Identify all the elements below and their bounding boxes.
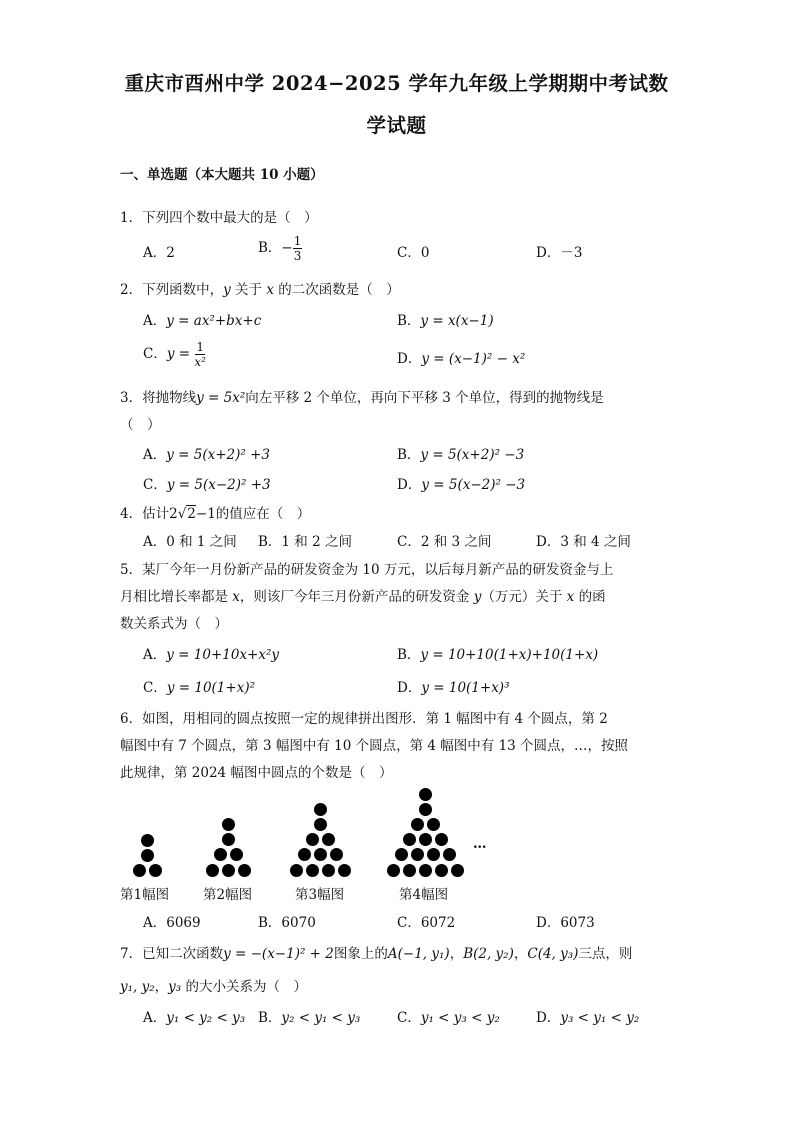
q7-option-c-expr: y₁ < y₃ < y₂ — [420, 1010, 500, 1026]
q3-option-a-expr: y = 5(x+2)² +3 — [166, 447, 271, 463]
q3-option-a-label: A． — [143, 447, 167, 463]
q4-option-a: A．0 和 1 之间 — [143, 534, 237, 550]
q2-option-a-label: A． — [143, 313, 167, 329]
dot — [411, 818, 424, 831]
q5-option-a-label: A． — [143, 647, 167, 663]
q7-point-c: C(4, y₃) — [527, 946, 579, 962]
q5-option-b-expr: y = 10+10(1+x)+10(1+x) — [420, 647, 599, 663]
q2-stem-part2: 关于 — [230, 282, 267, 298]
q5-line2-part1: 月相比增长率都是 — [120, 589, 233, 605]
dot — [427, 818, 440, 831]
q7-option-b-label: B． — [258, 1010, 282, 1026]
q7-option-c-label: C． — [397, 1010, 421, 1026]
q3-stem-part1: 3．将抛物线 — [120, 390, 197, 406]
dot — [403, 833, 416, 846]
q2-option-a — [143, 309, 261, 329]
q6-option-a: A．6069 — [143, 915, 201, 931]
q1-fraction-num: 1 — [293, 234, 302, 248]
q1-option-b-label: B． — [258, 240, 282, 256]
q3-option-d-label: D． — [397, 477, 422, 493]
q5-var-x: x — [232, 589, 240, 605]
figure-caption-3: 第3幅图 — [295, 887, 345, 903]
q6-line3: 此规律，第 2024 幅图中圆点的个数是（ ） — [120, 765, 393, 781]
q2-var-y: y — [223, 282, 231, 298]
figure-ellipsis: … — [473, 836, 487, 852]
q1-option-d: D．－3 — [536, 245, 583, 261]
q6-option-c: C．6072 — [397, 915, 456, 931]
dot — [230, 848, 243, 861]
dot — [222, 833, 235, 846]
q4-option-b: B．1 和 2 之间 — [258, 534, 352, 550]
q1-option-b — [258, 234, 302, 263]
dot — [298, 848, 311, 861]
q4-stem — [120, 502, 310, 522]
q7-vars: y₁, y₂ — [120, 979, 155, 995]
q4-option-d: D．3 和 4 之间 — [536, 534, 631, 550]
dot — [435, 864, 448, 877]
q2-option-d-expr: y = (x−1)² − x² — [421, 351, 526, 367]
dot — [314, 848, 327, 861]
q3-option-d-expr: y = 5(x−2)² −3 — [421, 477, 526, 493]
q2-option-c — [143, 340, 206, 369]
q7-point-a: A(−1, y₁) — [387, 946, 450, 962]
q3-option-c — [143, 473, 271, 493]
q3-option-b-label: B． — [397, 447, 421, 463]
section-heading: 一、单选题（本大题共 10 小题） — [120, 167, 324, 183]
q1-fraction-den: 3 — [293, 249, 302, 263]
dot — [451, 864, 464, 877]
dot — [387, 864, 400, 877]
page-title: 重庆市酉州中学 2024−2025 学年九年级上学期期中考试数 — [124, 72, 669, 95]
q5-option-b — [397, 643, 598, 663]
q6-option-b: B．6070 — [258, 915, 316, 931]
q5-option-b-label: B． — [397, 647, 421, 663]
q5-option-c-label: C． — [143, 680, 167, 696]
q5-option-c-expr: y = 10(1+x)² — [166, 680, 256, 696]
page-title-cont: 学试题 — [366, 114, 427, 137]
q2-option-b-label: B． — [397, 313, 421, 329]
q7-option-a-expr: y₁ < y₂ < y₃ — [166, 1010, 246, 1026]
q3-option-c-expr: y = 5(x−2)² +3 — [166, 477, 271, 493]
dot — [395, 848, 408, 861]
dot — [206, 864, 219, 877]
q6-line1: 6．如图，用相同的圆点按照一定的规律拼出图形．第 1 幅图中有 4 个圆点，第 2 — [120, 711, 608, 727]
dot — [290, 864, 303, 877]
dot — [419, 803, 432, 816]
q7-option-c — [397, 1006, 500, 1026]
dot — [314, 818, 327, 831]
q4-stem-part2: 的值应在（ ） — [215, 506, 311, 522]
q2-option-c-den: x² — [194, 355, 206, 369]
q4-tail: −1 — [195, 506, 216, 522]
q7-option-b-expr: y₂ < y₁ < y₃ — [281, 1010, 361, 1026]
dot — [238, 864, 251, 877]
q2-option-c-lhs: y = — [166, 346, 191, 362]
dot — [306, 833, 319, 846]
q7-line2 — [120, 975, 307, 995]
dot — [427, 848, 440, 861]
q1-stem: 1．下列四个数中最大的是（ ） — [120, 210, 318, 226]
q7-line1-part2: 图象上的 — [333, 946, 388, 962]
q3-option-d — [397, 473, 525, 493]
q3-option-b — [397, 443, 524, 463]
q5-option-a-expr: y = 10+10x+x²y — [166, 647, 280, 663]
q2-option-c-label: C． — [143, 346, 167, 362]
q2-option-c-num: 1 — [196, 340, 204, 354]
q5-option-c — [143, 676, 255, 696]
q2-option-d-label: D． — [397, 351, 422, 367]
q5-line1: 5．某厂今年一月份新产品的研发资金为 10 万元，以后每月新产品的研发资金与上 — [120, 562, 614, 578]
q5-line2-part2: ，则该厂今年三月份新产品的研发资金 — [239, 589, 474, 605]
q1-option-c: C．0 — [397, 245, 430, 261]
dot — [443, 848, 456, 861]
dot — [338, 864, 351, 877]
dot — [222, 864, 235, 877]
dot — [419, 788, 432, 801]
q2-stem-part3: 的二次函数是（ ） — [273, 282, 400, 298]
q5-line2-part3: （万元）关于 — [481, 589, 567, 605]
dot — [141, 849, 154, 862]
q2-option-d — [397, 347, 525, 367]
q2-stem-part1: 2．下列函数中， — [120, 282, 224, 298]
figure-caption-4: 第4幅图 — [399, 887, 449, 903]
dot — [435, 833, 448, 846]
dot — [419, 833, 432, 846]
q6-option-d: D．6073 — [536, 915, 595, 931]
dot — [322, 864, 335, 877]
dot — [141, 834, 154, 847]
figure-caption-2: 第2幅图 — [203, 887, 253, 903]
q3-expr: y = 5x² — [196, 390, 246, 406]
dot — [411, 848, 424, 861]
dot — [330, 848, 343, 861]
q5-var-y: y — [473, 589, 482, 605]
q1-option-a: A．2 — [143, 245, 175, 261]
q5-line3: 数关系式为（ ） — [120, 616, 228, 632]
q3-stem-part2: 向左平移 2 个单位，再向下平移 3 个单位，得到的抛物线是 — [245, 390, 604, 406]
q2-stem — [120, 278, 400, 298]
q2-var-x: x — [266, 282, 274, 298]
q5-var-x2: x — [566, 589, 575, 605]
q5-option-d-label: D． — [397, 680, 422, 696]
q7-line1-part1: 7．已知二次函数 — [120, 946, 224, 962]
q7-line1-part3: 三点，则 — [578, 946, 633, 962]
dot — [214, 848, 227, 861]
q7-line2-part1: ， — [154, 979, 169, 995]
q4-option-c: C．2 和 3 之间 — [397, 534, 492, 550]
q3-option-a — [143, 443, 270, 463]
q7-line1: 7．已知二次函数y = −(x−1)² + 2图象上的A(−1, y₁)，B(2, y₂)，C(4, y₃)三点，则 — [120, 946, 633, 962]
q5-line2 — [120, 585, 606, 605]
figure-caption-1: 第1幅图 — [120, 887, 170, 903]
q5-option-d-expr: y = 10(1+x)³ — [421, 680, 510, 696]
q2-option-c-fraction — [194, 340, 206, 369]
dot — [306, 864, 319, 877]
q1-option-b-sign: − — [281, 240, 293, 256]
q3-option-c-label: C． — [143, 477, 167, 493]
q3-stem-cont: （ ） — [120, 417, 161, 433]
q3-option-b-expr: y = 5(x+2)² −3 — [420, 447, 525, 463]
dot — [403, 864, 416, 877]
q2-option-b-expr: y = x(x−1) — [420, 313, 494, 329]
q5-option-a — [143, 643, 279, 663]
dot — [322, 833, 335, 846]
q7-option-d — [536, 1006, 639, 1026]
q4-coef: 2 — [169, 506, 178, 522]
q7-option-a-label: A． — [143, 1010, 167, 1026]
dot — [149, 864, 162, 877]
q3-stem — [120, 386, 604, 406]
q7-var3: y₃ — [168, 979, 182, 995]
q7-option-a — [143, 1006, 245, 1026]
q4-stem-part1: 4．估计 — [120, 506, 170, 522]
q7-option-d-expr: y₃ < y₁ < y₂ — [560, 1010, 640, 1026]
dot — [419, 864, 432, 877]
q7-option-b — [258, 1006, 360, 1026]
q7-line2-part2: 的大小关系为（ ） — [181, 979, 308, 995]
q5-option-d — [397, 676, 510, 696]
q5-line2-part4: 的函 — [574, 589, 606, 605]
q7-func: y = −(x−1)² + 2 — [223, 946, 334, 962]
q2-option-a-expr: y = ax²+bx+c — [166, 313, 262, 329]
sqrt-sign-icon: √ — [177, 506, 187, 522]
q1-fraction — [293, 234, 303, 263]
q7-option-d-label: D． — [536, 1010, 561, 1026]
dot — [133, 864, 146, 877]
q2-option-b — [397, 309, 494, 329]
q4-radicand: 2 — [187, 506, 196, 522]
dot — [314, 803, 327, 816]
q7-point-b: B(2, y₂) — [463, 946, 514, 962]
dot — [222, 818, 235, 831]
q6-line2: 幅图中有 7 个圆点，第 3 幅图中有 10 个圆点，第 4 幅图中有 13 个圆点，…，按照 — [120, 738, 629, 754]
